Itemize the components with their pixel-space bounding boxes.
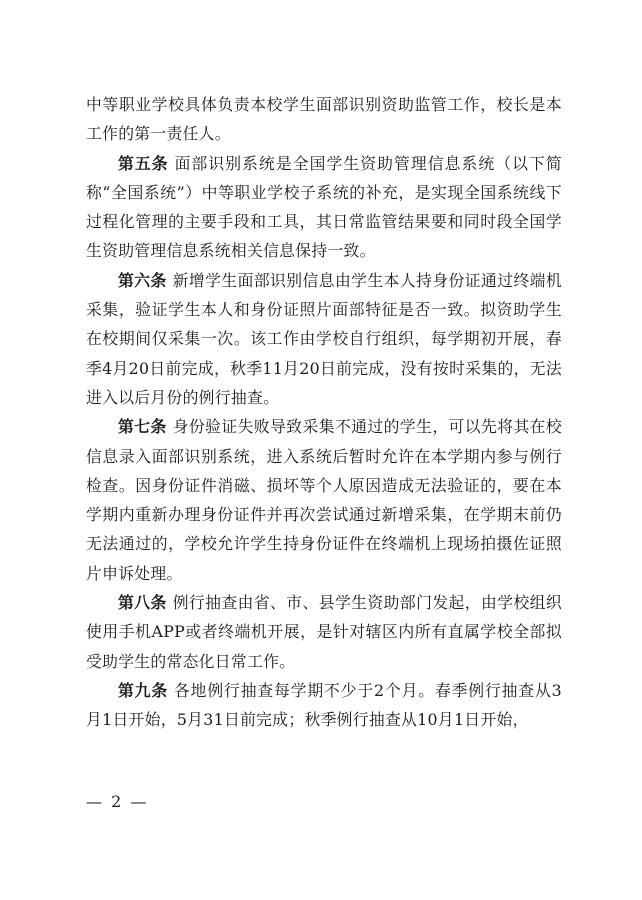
article-5 xyxy=(86,149,562,266)
article-8-title: 第八条 xyxy=(118,593,167,613)
intro-paragraph: 中等职业学校具体负责本校学生面部识别资助监管工作，校长是本工作的第一责任人。 xyxy=(86,95,562,144)
article-6 xyxy=(86,266,562,412)
article-7-text: 身份验证失败导致采集不通过的学生，可以先将其在校信息录入面部识别系统，进入系统后暂时允许在本学期内参与例行检查。因身份证件消磁、损坏等个人原因造成无法验证的，要在本学期内重新办理身份证件并再次尝试通过新增采集，在学期末前仍无法通过的，学校允许学生持身份证件在终端机上现场拍摄佐证照片申诉处理。 xyxy=(86,417,562,583)
article-9-text: 各地例行抽查每学期不少于2个月。春季例行抽查从3月1日开始，5月31日前完成；秋季例行抽查从10月1日开始， xyxy=(86,680,562,730)
article-5-title: 第五条 xyxy=(118,153,169,173)
page-number: — 2 — xyxy=(86,792,149,811)
article-7-title: 第七条 xyxy=(118,417,167,437)
article-7 xyxy=(86,412,562,588)
article-6-title: 第六条 xyxy=(118,270,167,290)
document-body xyxy=(86,90,562,735)
article-5-text: 面部识别系统是全国学生资助管理信息系统（以下简称“全国系统”）中等职业学校子系统的补充，是实现全国系统线下过程化管理的主要手段和工具，其日常监管结果要和同时段全国学生资助管理信息系统相关信息保持一致。 xyxy=(86,153,563,261)
article-9 xyxy=(86,676,562,735)
article-8-text: 例行抽查由省、市、县学生资助部门发起，由学校组织使用手机APP或者终端机开展，是针对辖区内所有直属学校全部拟受助学生的常态化日常工作。 xyxy=(86,593,562,671)
article-9-title: 第九条 xyxy=(118,680,169,700)
article-6-text: 新增学生面部识别信息由学生本人持身份证通过终端机采集，验证学生本人和身份证照片面部特征是否一致。拟资助学生在校期间仅采集一次。该工作由学校自行组织，每学期初开展，春季4月20日前完成，秋季11月20日前完成，没有按时采集的，无法进入以后月份的例行抽查。 xyxy=(86,270,562,407)
article-8 xyxy=(86,588,562,676)
